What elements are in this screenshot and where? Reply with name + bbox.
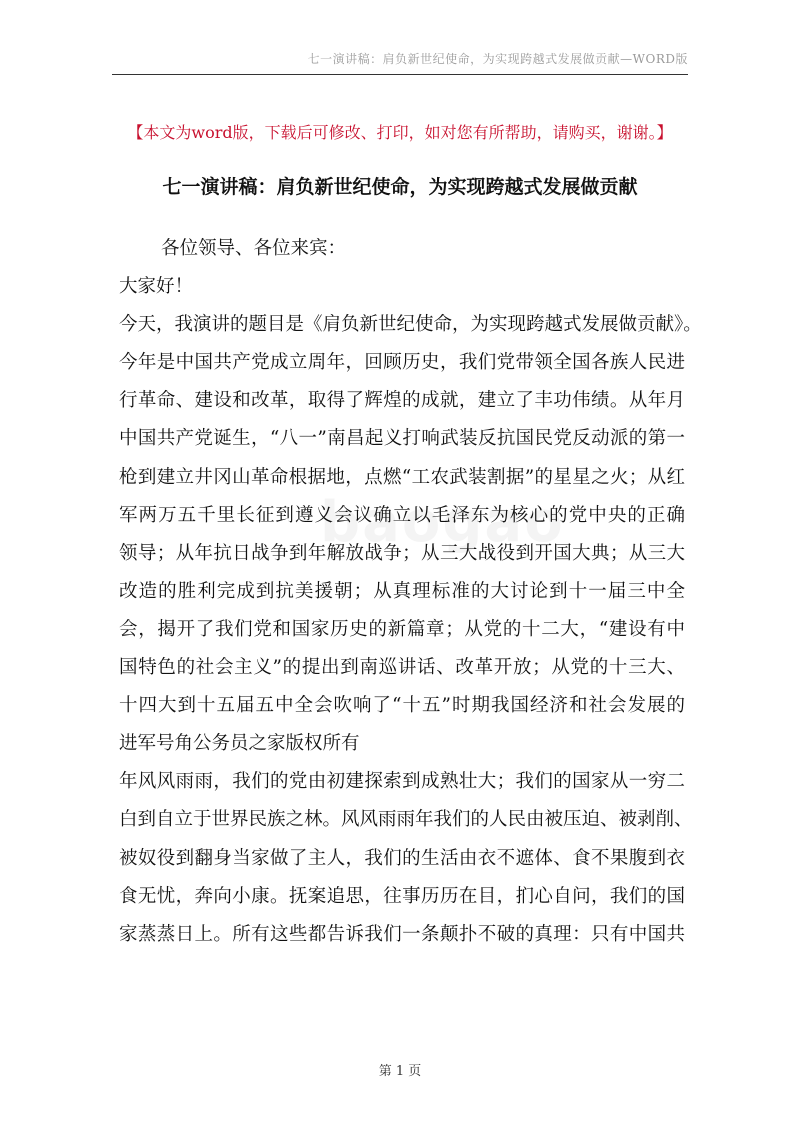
purchase-notice: 【本文为word版，下载后可修改、打印，如对您有所帮助，请购买，谢谢。】 <box>127 123 673 142</box>
body-line: 十四大到十五届五中全会吹响了“十五”时期我国经济和社会发展的 <box>119 695 685 717</box>
body-text <box>119 230 702 954</box>
page-number: 第 1 页 <box>378 1064 422 1079</box>
body-line: 今年是中国共产党成立周年，回顾历史，我们党带领全国各族人民进 <box>119 352 685 374</box>
body-line: 改造的胜利完成到抗美援朝；从真理标准的大讨论到十一届三中全 <box>119 580 685 602</box>
document-title: 七一演讲稿：肩负新世纪使命，为实现跨越式发展做贡献 <box>162 176 638 198</box>
body-line: 中国共产党诞生，“八一”南昌起义打响武装反抗国民党反动派的第一 <box>119 428 685 450</box>
greeting: 大家好！ <box>119 276 194 298</box>
body-line: 年风风雨雨，我们的党由初建探索到成熟壮大；我们的国家从一穷二 <box>119 771 685 793</box>
body-line: 枪到建立井冈山革命根据地，点燃“工农武装割据”的星星之火；从红 <box>119 466 685 488</box>
body-line: 军两万五千里长征到遵义会议确立以毛泽东为核心的党中央的正确 <box>119 504 685 526</box>
running-header: 七一演讲稿：肩负新世纪使命，为实现跨越式发展做贡献—WORD版 <box>307 52 688 66</box>
body-line: 家蒸蒸日上。所有这些都告诉我们一条颠扑不破的真理：只有中国共 <box>119 923 685 945</box>
body-line: 被奴役到翻身当家做了主人，我们的生活由衣不遮体、食不果腹到衣 <box>119 847 685 869</box>
body-line: 国特色的社会主义”的提出到南巡讲话、改革开放；从党的十三大、 <box>119 657 685 679</box>
header-rule <box>112 74 688 75</box>
body-line: 白到自立于世界民族之林。风风雨雨年我们的人民由被压迫、被剥削、 <box>119 809 693 831</box>
body-line: 食无忧，奔向小康。抚案追思，往事历历在目，扪心自问，我们的国 <box>119 885 685 907</box>
body-line: 进军号角公务员之家版权所有 <box>119 733 360 755</box>
body-line: 会，揭开了我们党和国家历史的新篇章；从党的十二大，“建设有中 <box>119 618 685 640</box>
body-line: 领导；从年抗日战争到年解放战争；从三大战役到开国大典；从三大 <box>119 542 685 564</box>
salutation: 各位领导、各位来宾： <box>161 238 347 259</box>
body-line: 行革命、建设和改革，取得了辉煌的成就，建立了丰功伟绩。从年月 <box>119 390 685 412</box>
body-line: 今天，我演讲的题目是《肩负新世纪使命，为实现跨越式发展做贡献》。 <box>119 314 702 336</box>
